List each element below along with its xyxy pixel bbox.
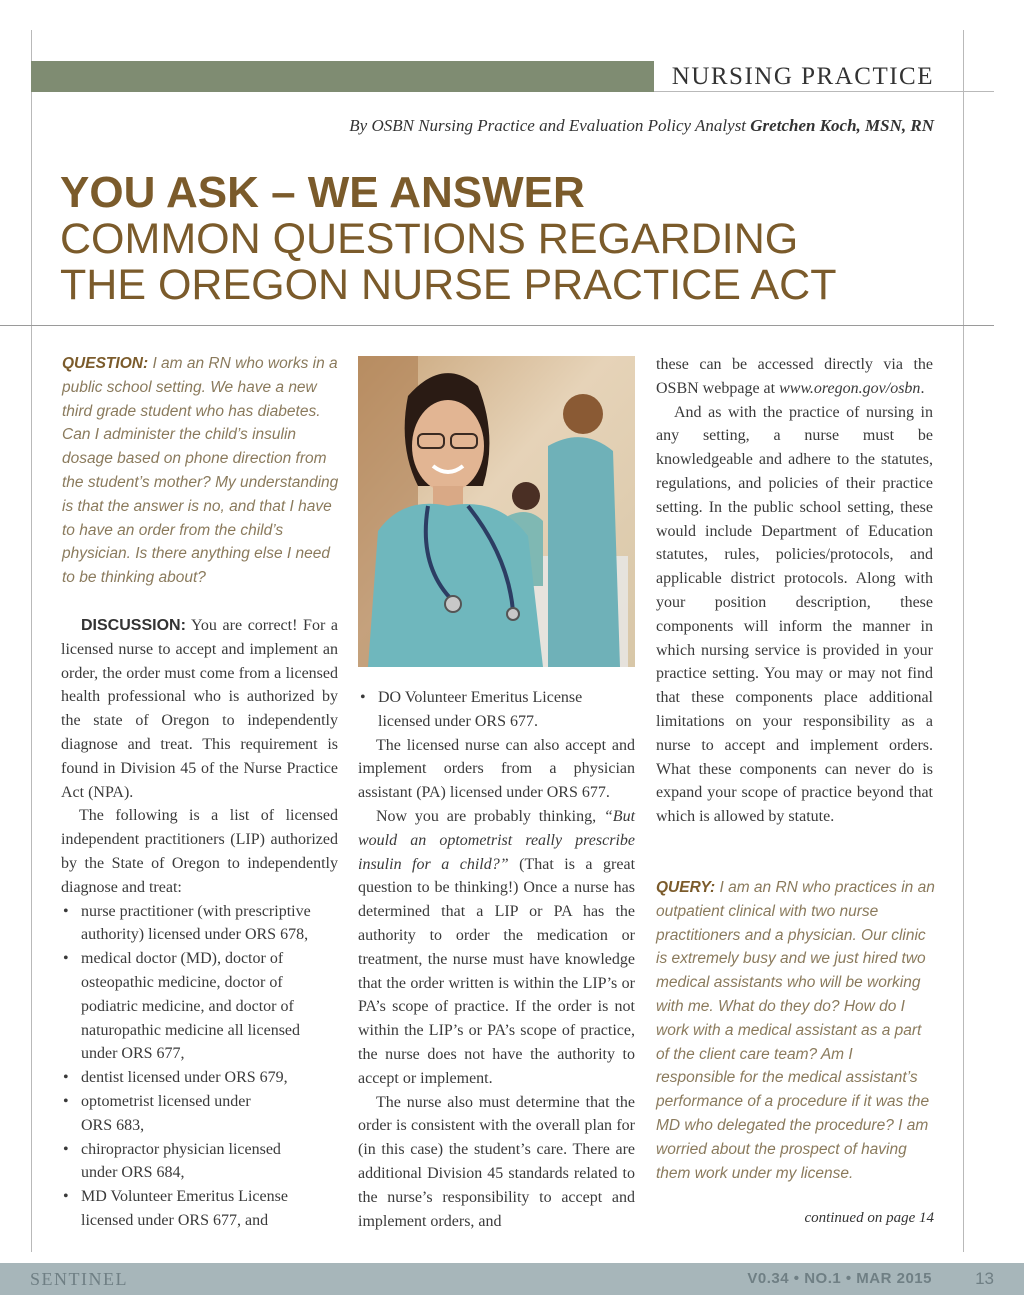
list-item: • nurse practitioner (with prescriptive authority) licensed under ORS 678, (81, 900, 338, 948)
discussion-p1-text: You are correct! For a licensed nurse to accept and implement an order, the order must come from a licensed health professional who is authorized by the state of Oregon to independently diagnose and treat. This requirement is found in Division 45 of the Nurse Practice Act (NPA). (61, 617, 339, 801)
discussion-column-1 (61, 614, 338, 1233)
query-text: I am an RN who practices in an outpatient clinical with two nurse practitioners and a physician. Our clinic is extremely busy and we just hired two medical assistants who will be working with me. What do they do? How do I work with a medical assistant as a part of the client care team? Am I responsible for the medical assistant’s performance of a procedure if it was the MD who delegated the procedure? I am worried about the prospect of having them work under my license. (656, 879, 935, 1182)
discussion-paragraph-7: And as with the practice of nursing in any setting, a nurse must be knowledgeable and adhere to the statutes, regulations, and policies of their practice setting. In the public school setting, these would include Department of Education statutes, rules, policies/protocols, and applicable district protocols. Along with your position description, these components will inform the manner in which nursing service is provided in your practice setting. You may or may not find that these components place additional limitations on your responsibility as a nurse to accept and implement orders. What these components can never do is expand your scope of practice beyond that which is allowed by statute. (656, 403, 933, 826)
p6-suffix: . (920, 379, 925, 397)
p4-quote: “But would an optometrist really prescribe insulin for a child?” (358, 807, 636, 873)
page-subtitle-line2: THE OREGON NURSE PRACTICE ACT (60, 261, 837, 309)
header-bar-rule (654, 91, 994, 92)
p6-prefix: these can be accessed directly via the OSBN webpage at (656, 356, 933, 397)
frame-right-rule (963, 30, 964, 1252)
byline-prefix: By OSBN Nursing Practice and Evaluation Policy Analyst (349, 116, 747, 135)
discussion-column-2 (358, 686, 635, 1233)
nurse-photo (358, 356, 635, 667)
issue-info: V0.34 • NO.1 • MAR 2015 (747, 1270, 932, 1287)
discussion-paragraph-4 (358, 805, 635, 1091)
page-title: YOU ASK – WE ANSWER (60, 168, 585, 217)
discussion-paragraph-6 (656, 353, 933, 401)
discussion-paragraph-5: The nurse also must determine that the order is consistent with the overall plan for (in this case) the student’s care. There are additional Division 45 standards related to the nurse’s responsibility to accept and implement orders, and (358, 1093, 635, 1230)
p4-rest: (That is a great question to be thinking!) Once a nurse has determined that a LIP or PA has the authority to order the medication or treatment, the nurse must have knowledge that the order written is within the LIP’s or PA’s scope of practice. If the order is not within the LIP’s or PA’s scope of practice, the nurse does not have the authority to accept or implement. (358, 855, 636, 1087)
lip-list (61, 900, 338, 1233)
byline (349, 116, 934, 136)
list-item: • MD Volunteer Emeritus License licensed under ORS 677, and (81, 1185, 338, 1233)
query-block (656, 876, 936, 1185)
title-bottom-rule (0, 325, 994, 326)
page-subtitle-line1: COMMON QUESTIONS REGARDING (60, 215, 799, 263)
byline-author: Gretchen Koch, MSN, RN (750, 116, 934, 135)
question-label: QUESTION: (62, 355, 149, 372)
continued-note: continued on page 14 (804, 1210, 934, 1226)
p4-prefix: Now you are probably thinking, (376, 807, 597, 825)
list-item: • optometrist licensed under ORS 683, (81, 1090, 338, 1138)
section-label: NURSING PRACTICE (671, 63, 934, 90)
frame-left-rule (31, 30, 32, 1252)
section-header-bar (31, 61, 654, 92)
discussion-paragraph-2: The following is a list of licensed independent practitioners (LIP) authorized by the State of Oregon to independently diagnose and treat: (61, 807, 338, 896)
discussion-paragraph-3: The licensed nurse can also accept and implement orders from a physician assistant (PA) licensed under ORS 677. (358, 736, 635, 802)
question-block (62, 352, 340, 590)
footer-bar (0, 1263, 1024, 1295)
page-number: 13 (975, 1269, 994, 1288)
list-item: • dentist licensed under ORS 679, (81, 1066, 338, 1090)
lip-list-continued (358, 686, 635, 734)
discussion-column-3 (656, 353, 933, 829)
list-item: • chiropractor physician licensed under ORS 684, (81, 1138, 338, 1186)
osbn-url[interactable]: www.oregon.gov/osbn (779, 379, 921, 397)
publication-name: SENTINEL (30, 1269, 128, 1289)
list-item: • medical doctor (MD), doctor of osteopathic medicine, doctor of podiatric medicine, and doctor of naturopathic medicine all licensed under ORS 677, (81, 947, 338, 1066)
discussion-label: DISCUSSION: (81, 617, 186, 634)
discussion-paragraph-1 (61, 614, 338, 804)
query-label: QUERY: (656, 879, 716, 896)
list-item: • DO Volunteer Emeritus License licensed under ORS 677. (378, 686, 635, 734)
question-text: I am an RN who works in a public school setting. We have a new third grade student who has diabetes. Can I administer the child’s insulin dosage based on phone direction from the student’s mother? My understanding is that the answer is no, and that I have to have an order from the child’s physician. Is there anything else I need to be thinking about? (62, 355, 339, 587)
